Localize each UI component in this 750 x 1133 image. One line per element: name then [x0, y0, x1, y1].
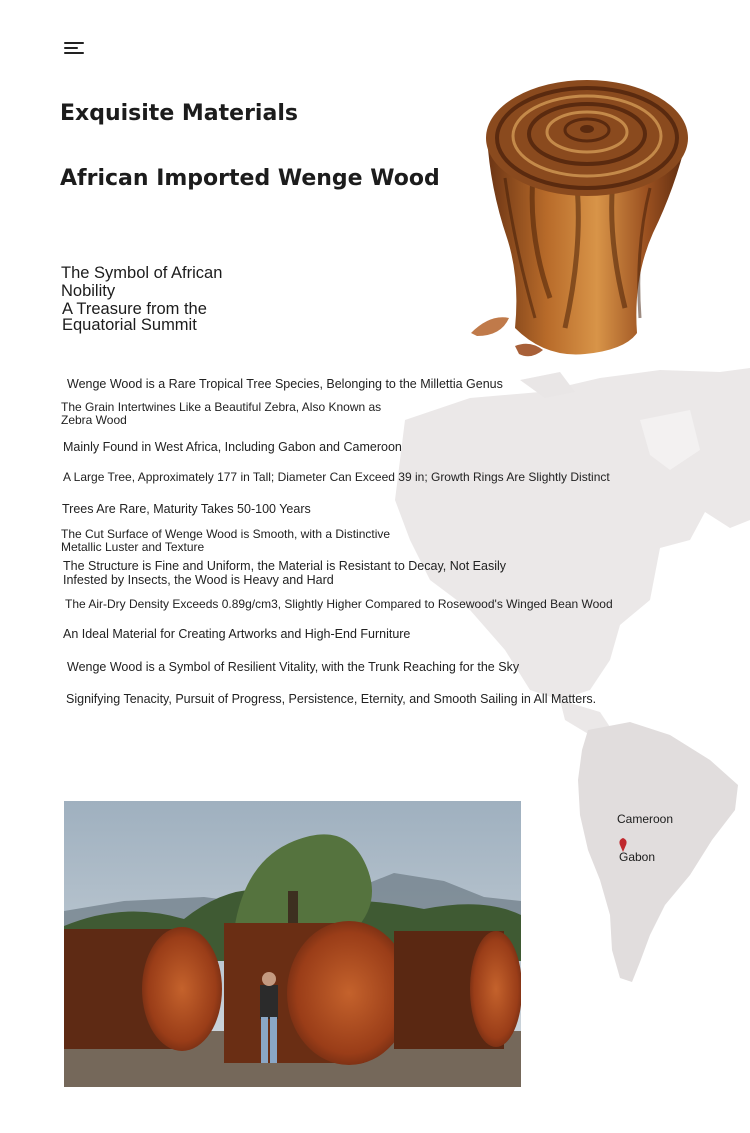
feature-line-3: Zebra Wood	[61, 413, 127, 427]
menu-icon	[64, 42, 84, 44]
map-label-gabon: Gabon	[619, 850, 656, 864]
feature-line-10: Infested by Insects, the Wood is Heavy and Hard	[63, 573, 334, 587]
tagline-line-3: A Treasure from the	[62, 300, 207, 318]
tagline-line-4: Equatorial Summit	[62, 316, 197, 334]
map-label-cameroon: Cameroon	[617, 812, 674, 826]
tagline-line-1: The Symbol of African	[61, 264, 223, 282]
feature-line-13: Wenge Wood is a Symbol of Resilient Vitality, with the Trunk Reaching for the Sky	[67, 660, 520, 674]
tagline-line-2: Nobility	[61, 282, 116, 300]
feature-line-9: The Structure is Fine and Uniform, the Material is Resistant to Decay, Not Easily	[63, 559, 506, 573]
feature-line-5: A Large Tree, Approximately 177 in Tall; Diameter Can Exceed 39 in; Growth Rings Are Slightly Distinct	[63, 470, 610, 484]
page-title: Exquisite Materials	[60, 101, 298, 126]
feature-line-4: Mainly Found in West Africa, Including Gabon and Cameroon	[63, 440, 402, 454]
feature-line-14: Signifying Tenacity, Pursuit of Progress, Persistence, Eternity, and Smooth Sailing in All Matters.	[66, 692, 597, 706]
page-subtitle: African Imported Wenge Wood	[60, 166, 440, 191]
feature-line-7: The Cut Surface of Wenge Wood is Smooth, with a Distinctive	[61, 527, 391, 541]
wenge-logs-photo	[64, 801, 521, 1087]
feature-line-12: An Ideal Material for Creating Artworks and High-End Furniture	[63, 627, 411, 641]
south-america-shape	[578, 722, 738, 982]
feature-line-8: Metallic Luster and Texture	[61, 540, 205, 554]
feature-line-6: Trees Are Rare, Maturity Takes 50-100 Years	[62, 502, 311, 516]
north-america-shape	[395, 368, 750, 700]
feature-line-1: Wenge Wood is a Rare Tropical Tree Species, Belonging to the Millettia Genus	[67, 377, 503, 391]
wood-stump-image	[465, 78, 695, 360]
feature-line-2: The Grain Intertwines Like a Beautiful Zebra, Also Known as	[61, 400, 382, 414]
menu-button[interactable]	[62, 38, 88, 58]
feature-line-11: The Air-Dry Density Exceeds 0.89g/cm3, Slightly Higher Compared to Rosewood's Winged Bean Wood	[65, 597, 613, 611]
